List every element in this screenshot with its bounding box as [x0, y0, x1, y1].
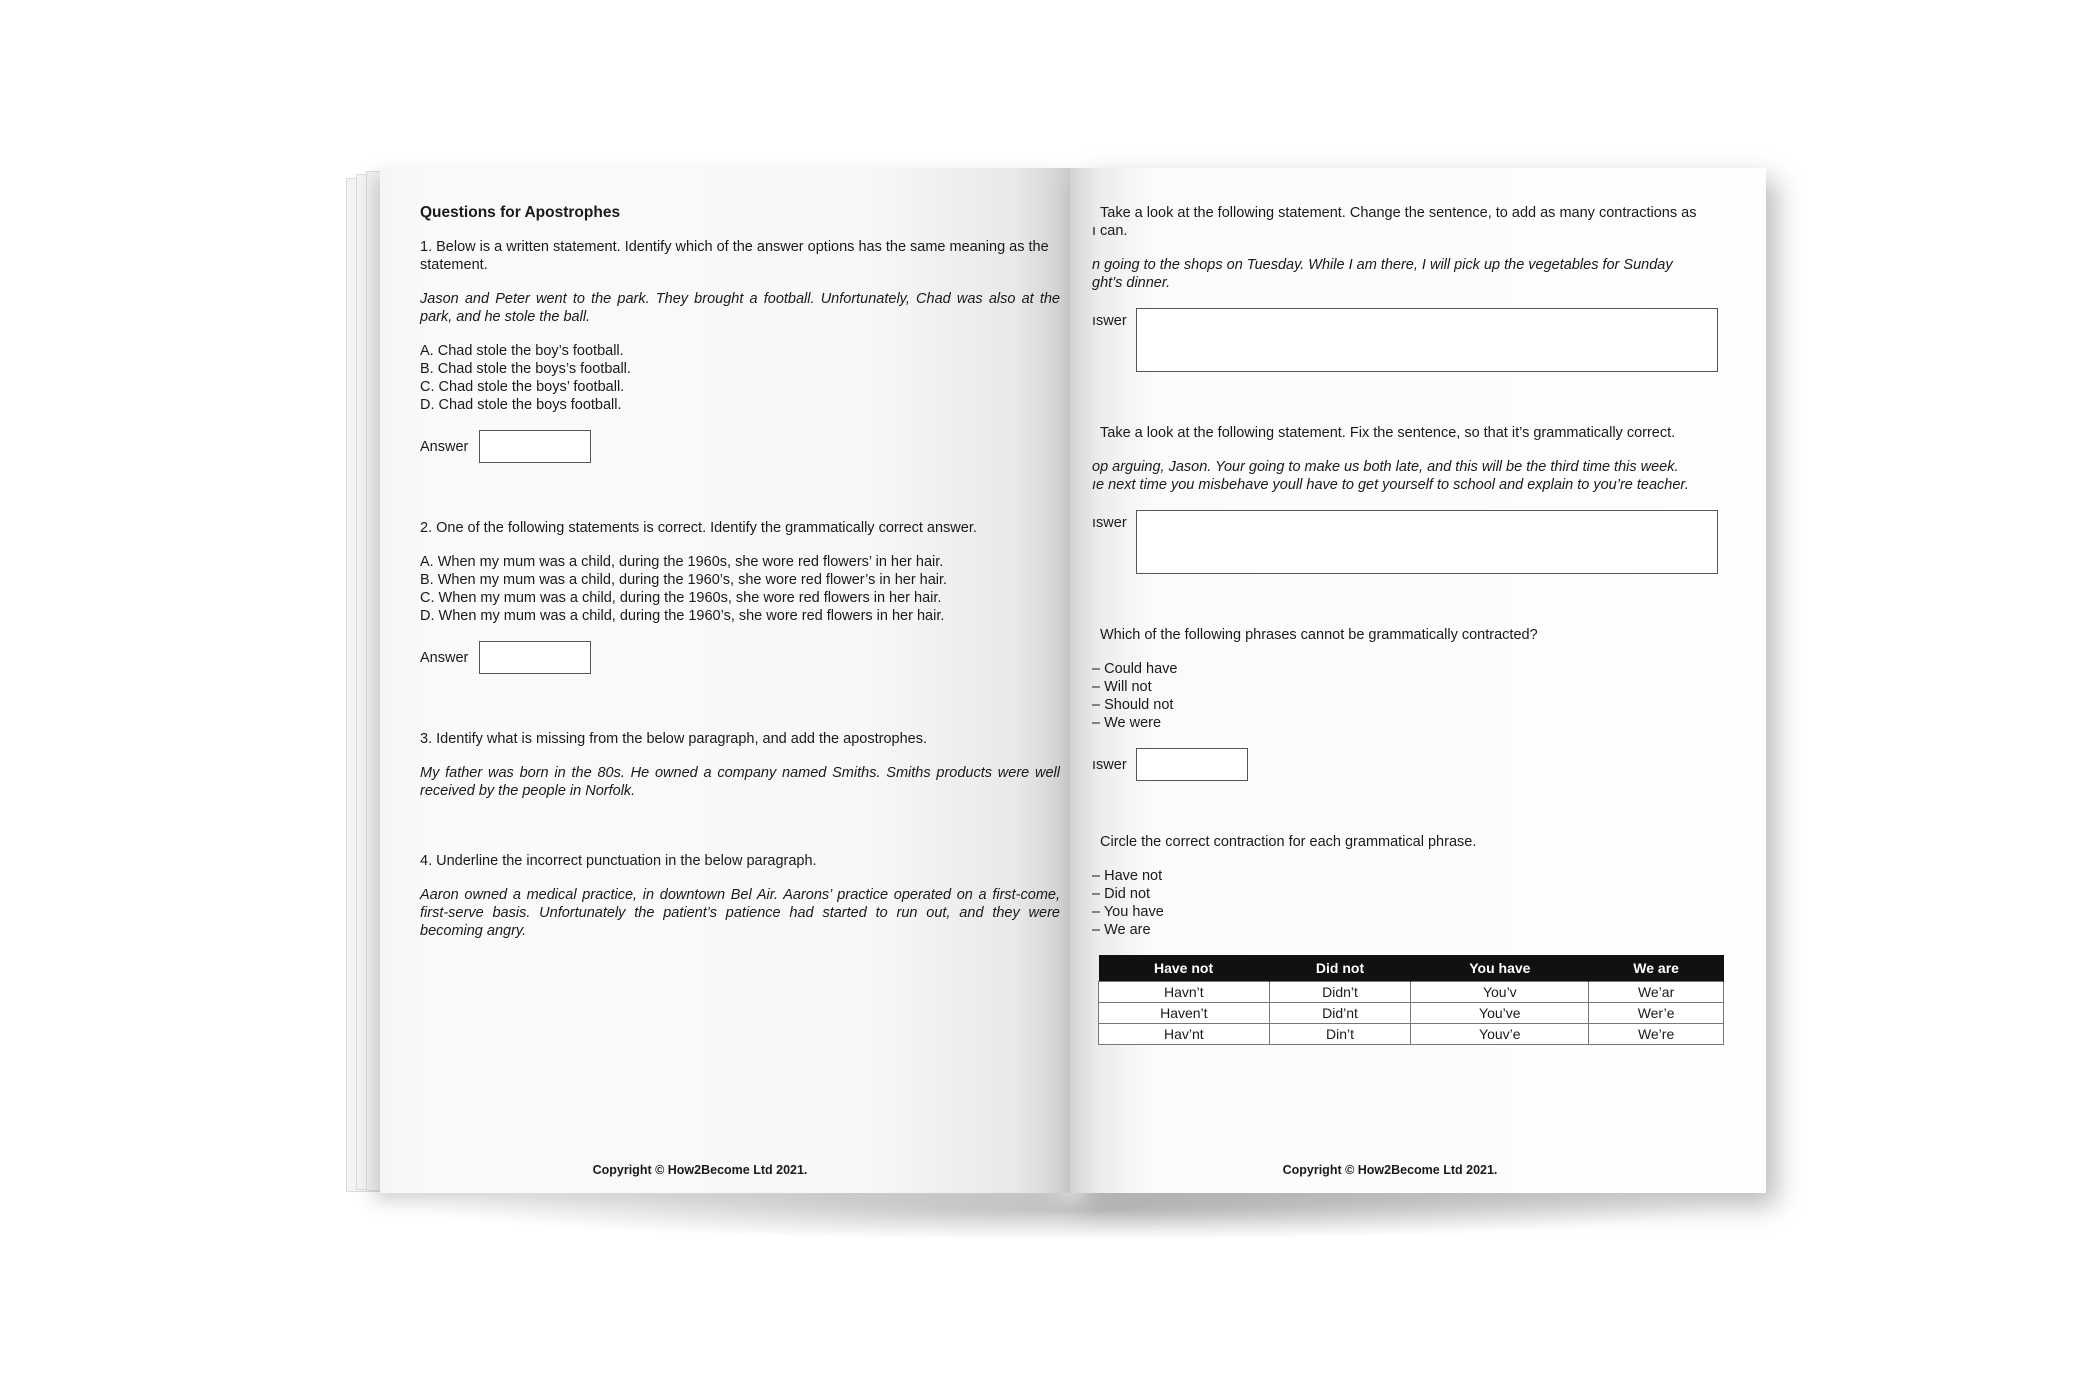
- statement-line: n going to the shops on Tuesday. While I am there, I will pick up the vegetables for Sunday: [1092, 257, 1673, 273]
- contraction-choice[interactable]: Haven’t: [1099, 1003, 1270, 1024]
- option-d: D. Chad stole the boys football.: [420, 397, 622, 413]
- statement-line: op arguing, Jason. Your going to make us both late, and this will be the third time this week.: [1092, 459, 1679, 475]
- contraction-choice[interactable]: Didn’t: [1269, 982, 1411, 1003]
- question-7-answer-row: [1092, 748, 1732, 781]
- column-header: Did not: [1269, 955, 1411, 982]
- phrase-option: – We were: [1092, 715, 1162, 731]
- phrase-option: – Did not: [1092, 886, 1151, 902]
- column-header: Have not: [1099, 955, 1270, 982]
- column-header: You have: [1411, 955, 1589, 982]
- question-6-answer-box[interactable]: [1136, 510, 1718, 574]
- answer-label: ıswer: [1092, 756, 1127, 773]
- answer-label: Answer: [420, 438, 469, 455]
- contraction-choice[interactable]: Havn’t: [1099, 982, 1270, 1003]
- question-2-answer-row: [420, 641, 1060, 674]
- left-page: [380, 168, 1070, 1193]
- question-5-statement: [1092, 256, 1732, 292]
- contractions-table: [1098, 955, 1724, 1045]
- column-header: We are: [1589, 955, 1724, 982]
- answer-label: Answer: [420, 649, 469, 666]
- question-7-options: [1092, 660, 1732, 732]
- question-2-answer-box[interactable]: [479, 641, 591, 674]
- answer-label: ıswer: [1092, 515, 1127, 531]
- phrase-option: – Will not: [1092, 679, 1152, 695]
- phrase-option: – Have not: [1092, 868, 1163, 884]
- question-1-answer-row: [420, 430, 1060, 463]
- table-header-row: [1099, 955, 1724, 982]
- table-row: [1099, 1003, 1724, 1024]
- question-6-answer-row: [1092, 510, 1732, 574]
- answer-label: ıswer: [1092, 313, 1127, 329]
- contraction-choice[interactable]: We’ar: [1589, 982, 1724, 1003]
- question-6-prompt: Take a look at the following statement. Fix the sentence, so that it’s grammatically correct.: [1100, 425, 1676, 441]
- question-7-answer-box[interactable]: [1136, 748, 1248, 781]
- contraction-choice[interactable]: We’re: [1589, 1024, 1724, 1045]
- phrase-option: – Could have: [1092, 661, 1178, 677]
- question-4-prompt: 4. Underline the incorrect punctuation in the below paragraph.: [420, 853, 817, 869]
- question-8-prompt: Circle the correct contraction for each grammatical phrase.: [1100, 834, 1477, 850]
- table-row: [1099, 1024, 1724, 1045]
- question-5-prompt-continued: ı can.: [1092, 223, 1128, 239]
- option-a: A. Chad stole the boy’s football.: [420, 343, 624, 359]
- option-d: D. When my mum was a child, during the 1960’s, she wore red flowers in her hair.: [420, 608, 945, 624]
- option-b: B. When my mum was a child, during the 1960’s, she wore red flower’s in her hair.: [420, 572, 948, 588]
- phrase-option: – Should not: [1092, 697, 1174, 713]
- contraction-choice[interactable]: You’v: [1411, 982, 1589, 1003]
- statement-line: ght’s dinner.: [1092, 275, 1171, 291]
- question-2-options: [420, 553, 1060, 625]
- phrase-option: – You have: [1092, 904, 1164, 920]
- contraction-choice[interactable]: Did’nt: [1269, 1003, 1411, 1024]
- option-b: B. Chad stole the boys’s football.: [420, 361, 631, 377]
- question-1-prompt: 1. Below is a written statement. Identify which of the answer options has the same meaning as the statement.: [420, 239, 1049, 273]
- page-heading: Questions for Apostrophes: [420, 204, 621, 221]
- question-1-answer-box[interactable]: [479, 430, 591, 463]
- option-a: A. When my mum was a child, during the 1960s, she wore red flowers’ in her hair.: [420, 554, 944, 570]
- copyright-footer: Copyright © How2Become Ltd 2021.: [592, 1163, 808, 1177]
- contraction-choice[interactable]: Wer’e: [1589, 1003, 1724, 1024]
- copyright-footer: Copyright © How2Become Ltd 2021.: [1282, 1163, 1498, 1177]
- contraction-choice[interactable]: Youv’e: [1411, 1024, 1589, 1045]
- statement-line: ıe next time you misbehave youll have to get yourself to school and explain to you’re teacher.: [1092, 477, 1689, 493]
- question-4-statement: Aaron owned a medical practice, in downtown Bel Air. Aarons’ practice operated on a first-come, first-serve basis. Unfortunately the patient’s patience had started to run out, and they were becoming angry.: [420, 887, 1060, 939]
- table-row: [1099, 982, 1724, 1003]
- right-page: [1070, 168, 1766, 1193]
- option-c: C. Chad stole the boys’ football.: [420, 379, 625, 395]
- option-c: C. When my mum was a child, during the 1960s, she wore red flowers in her hair.: [420, 590, 942, 606]
- contraction-choice[interactable]: Hav’nt: [1099, 1024, 1270, 1045]
- question-6-statement: [1092, 458, 1732, 494]
- question-3-prompt: 3. Identify what is missing from the below paragraph, and add the apostrophes.: [420, 731, 927, 747]
- question-5-prompt: Take a look at the following statement. Change the sentence, to add as many contractions as: [1100, 205, 1697, 221]
- question-8-options: [1092, 867, 1732, 939]
- question-1-statement: Jason and Peter went to the park. They brought a football. Unfortunately, Chad was also at the park, and he stole the ball.: [420, 291, 1060, 325]
- question-1-options: [420, 342, 1060, 414]
- question-7-prompt: Which of the following phrases cannot be grammatically contracted?: [1100, 627, 1538, 643]
- contraction-choice[interactable]: You’ve: [1411, 1003, 1589, 1024]
- question-2-prompt: 2. One of the following statements is correct. Identify the grammatically correct answer.: [420, 520, 977, 536]
- phrase-option: – We are: [1092, 922, 1151, 938]
- question-5-answer-row: [1092, 308, 1732, 372]
- question-3-statement: My father was born in the 80s. He owned a company named Smiths. Smiths products were well received by the people in Norfolk.: [420, 765, 1060, 799]
- question-5-answer-box[interactable]: [1136, 308, 1718, 372]
- contraction-choice[interactable]: Din’t: [1269, 1024, 1411, 1045]
